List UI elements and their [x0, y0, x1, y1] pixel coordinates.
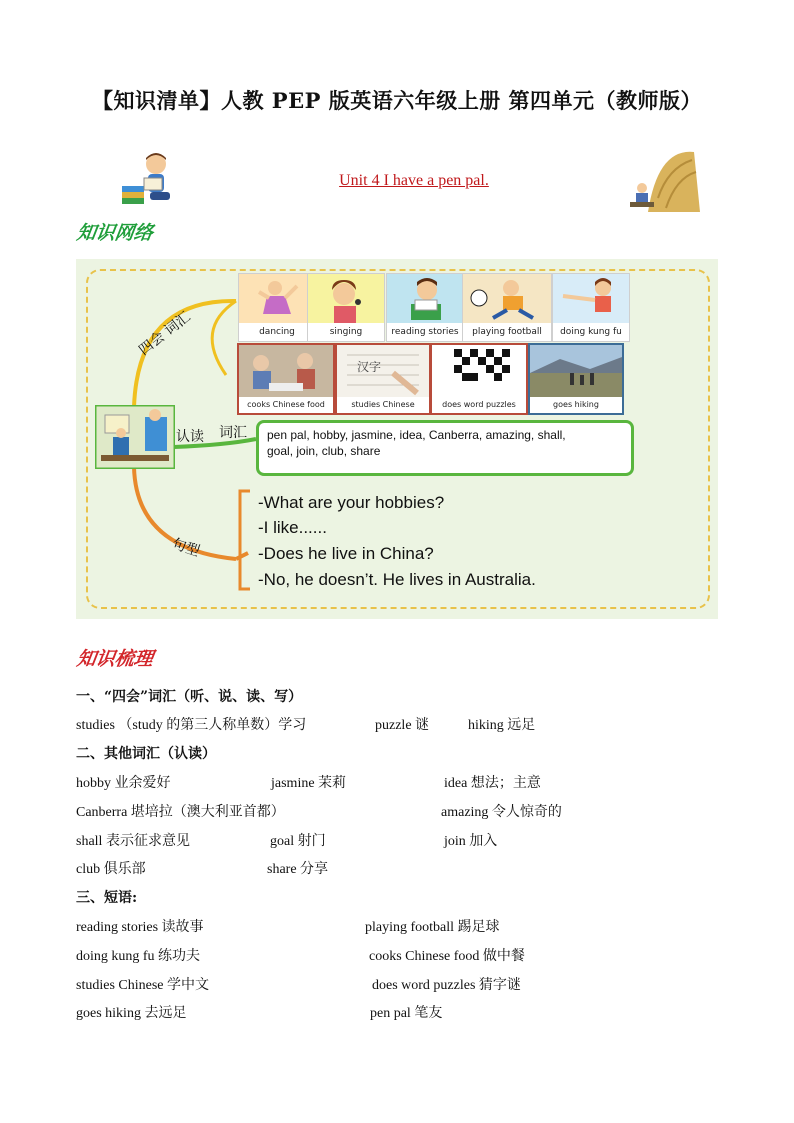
branch-label-four-skills: 四会 词汇 — [136, 308, 194, 359]
phrase-item: playing football 踢足球 — [365, 920, 500, 935]
vocab-line: pen pal, hobby, jasmine, idea, Canberra, amazing, shall, — [267, 428, 566, 442]
branch-label-recognize: 认读 — [176, 429, 204, 445]
unit-title: Unit 4 I have a pen pal. — [339, 172, 489, 189]
caption: goes hiking — [530, 397, 622, 413]
branch-label-sentences: 句型 — [169, 536, 202, 560]
caption: reading stories — [387, 323, 463, 341]
vocab-item: Canberra 堪培拉（澳大利亚首都） — [76, 805, 285, 820]
caption: dancing — [239, 323, 315, 341]
phrase-row — [76, 974, 776, 994]
phrase-item: studies Chinese 学中文 — [76, 978, 209, 993]
heading-phrases: 三、短语: — [76, 890, 138, 906]
svg-text:汉字: 汉字 — [357, 360, 382, 374]
center-classroom-picture — [95, 405, 175, 469]
four-skills-row — [76, 714, 776, 734]
mind-map — [76, 259, 718, 619]
phrase-row — [76, 1002, 776, 1022]
sentence: -What are your hobbies? — [258, 493, 445, 512]
vocab-item: shall 表示征求意见 — [76, 834, 190, 849]
sentence: -No, he doesn’t. He lives in Australia. — [258, 570, 536, 589]
vocab-item: hobby 业余爱好 — [76, 776, 171, 791]
picture-does-word-puzzles — [430, 343, 528, 415]
picture-studies-chinese — [335, 343, 431, 415]
caption: cooks Chinese food — [239, 397, 333, 413]
phrase-item: cooks Chinese food 做中餐 — [369, 949, 525, 964]
vocab-item: share 分享 — [267, 862, 329, 877]
picture-goes-hiking — [528, 343, 624, 415]
picture-dancing — [238, 273, 316, 342]
other-vocab-row — [76, 801, 776, 821]
other-vocab-row — [76, 830, 776, 850]
picture-reading-stories — [386, 273, 464, 342]
branch-label-vocab: 词汇 — [219, 425, 247, 441]
heading-other-vocab: 二、其他词汇（认读） — [76, 746, 216, 762]
caption: playing football — [463, 323, 551, 341]
vocab-item: studies （study 的第三人称单数）学习 — [76, 718, 307, 733]
vocab-item: idea 想法；主意 — [444, 776, 541, 791]
picture-singing — [307, 273, 385, 342]
caption: singing — [308, 323, 384, 341]
sentence: -I like...... — [258, 518, 327, 537]
vocab-item: amazing 令人惊奇的 — [441, 805, 562, 820]
vocab-item: jasmine 茉莉 — [271, 776, 347, 791]
vocab-item: goal 射门 — [270, 834, 326, 849]
phrase-item: doing kung fu 练功夫 — [76, 949, 201, 964]
page-title: 【知识清单】人教 PEP 版英语六年级上册 第四单元（教师版） — [91, 88, 703, 113]
other-vocab-row — [76, 858, 776, 878]
vocab-line: goal, join, club, share — [267, 444, 381, 458]
picture-cooks-chinese-food — [237, 343, 335, 415]
other-vocab-row — [76, 772, 776, 792]
section-heading-knowledge-network: 知识网络 — [75, 222, 155, 244]
recognition-vocab-box — [256, 420, 634, 476]
caption: doing kung fu — [553, 323, 629, 341]
phrase-item: reading stories 读故事 — [76, 920, 204, 935]
section-heading-knowledge-summary: 知识梳理 — [75, 648, 155, 670]
vocab-item: club 俱乐部 — [76, 862, 146, 877]
sentence: -Does he live in China? — [258, 544, 434, 563]
phrase-item: pen pal 笔友 — [370, 1006, 443, 1021]
phrase-row — [76, 916, 776, 936]
vocab-item: puzzle 谜 — [375, 718, 430, 733]
phrase-item: goes hiking 去远足 — [76, 1006, 187, 1021]
caption: studies Chinese — [337, 397, 429, 413]
vocab-item: hiking 远足 — [468, 718, 536, 733]
caption: does word puzzles — [432, 397, 526, 413]
picture-playing-football — [462, 273, 552, 342]
haystack-reading-illustration — [628, 148, 702, 214]
phrase-item: does word puzzles 猜字谜 — [372, 978, 521, 993]
picture-doing-kung-fu — [552, 273, 630, 342]
heading-four-skills-vocab: 一、“四会”词汇（听、说、读、写） — [76, 689, 303, 705]
phrase-row — [76, 945, 776, 965]
vocab-item: join 加入 — [444, 834, 498, 849]
